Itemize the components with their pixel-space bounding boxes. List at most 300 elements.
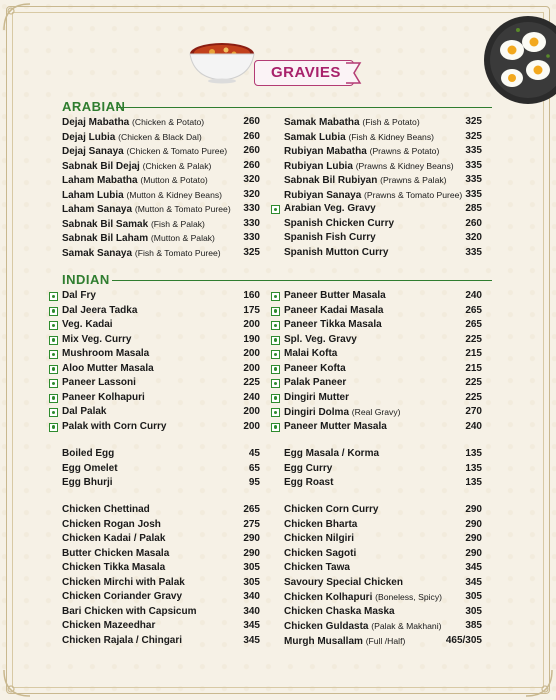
- menu-item-price: 325: [465, 116, 482, 127]
- menu-item-price: 345: [465, 576, 482, 588]
- heading-rule: [116, 107, 492, 108]
- menu-item-name: [284, 576, 403, 591]
- dish-name: Egg Masala / Korma: [284, 448, 380, 459]
- menu-item: [284, 518, 482, 533]
- menu-item-price: 135: [465, 448, 482, 459]
- menu-item: [284, 503, 482, 518]
- dish-description: (Prawns & Kidney Beans): [355, 160, 454, 171]
- dish-name: Boiled Egg: [62, 448, 115, 459]
- menu-item-name: [62, 503, 150, 518]
- dish-name: Savoury Special Chicken: [284, 576, 403, 588]
- dish-name: Laham Lubia: [62, 189, 124, 201]
- menu-item: [284, 547, 482, 562]
- dish-name: Palak with Corn Curry: [62, 420, 167, 432]
- section-heading-arabian: ARABIAN: [62, 99, 126, 114]
- menu-item-name: [62, 362, 154, 377]
- dish-name: Chicken Kadai / Palak: [62, 533, 166, 544]
- menu-item-name: [284, 532, 354, 547]
- veg-mark-icon: [271, 307, 280, 316]
- dish-name: Samak Mabatha: [284, 117, 360, 128]
- dish-name: Egg Bhurji: [62, 477, 113, 488]
- menu-item-name: [284, 447, 379, 462]
- veg-mark-icon: [49, 292, 58, 301]
- menu-item-name: [284, 590, 442, 606]
- veg-mark-icon: [49, 423, 58, 432]
- menu-item-name: [284, 347, 337, 362]
- menu-item: [62, 518, 260, 533]
- dish-name: Sabnak Bil Laham: [62, 233, 149, 244]
- menu-item: [284, 619, 482, 634]
- menu-item-name: [284, 289, 386, 304]
- menu-item-price: 285: [465, 203, 482, 214]
- menu-item: [62, 619, 260, 634]
- menu-item-name: [284, 202, 376, 217]
- menu-item-name: [284, 217, 394, 232]
- menu-item: [284, 532, 482, 547]
- menu-item: [284, 115, 482, 130]
- menu-item-name: [62, 231, 215, 247]
- menu-item: [284, 144, 482, 159]
- menu-item: [62, 547, 260, 562]
- dish-description: (Fish & Palak): [150, 218, 205, 229]
- menu-item: [62, 115, 260, 130]
- menu-item-price: 225: [465, 377, 482, 388]
- veg-mark-icon: [271, 336, 280, 345]
- menu-item-price: 345: [243, 620, 260, 631]
- dish-name: Spanish Fish Curry: [284, 232, 376, 243]
- dish-description: (Mutton & Kidney Beans): [126, 189, 223, 200]
- menu-item: [62, 462, 260, 477]
- dish-name: Chicken Rogan Josh: [62, 518, 161, 530]
- menu-item: [284, 405, 482, 420]
- menu-item: [284, 590, 482, 605]
- dish-name: Spanish Mutton Curry: [284, 246, 389, 258]
- dish-name: Sabnak Bil Rubiyan: [284, 175, 378, 186]
- veg-mark-icon: [271, 205, 280, 214]
- menu-item-price: 335: [465, 174, 482, 185]
- menu-item-price: 345: [465, 562, 482, 573]
- dish-name: Veg. Kadai: [62, 319, 113, 330]
- dish-name: Chicken Chaska Maska: [284, 605, 395, 617]
- menu-item: [284, 304, 482, 319]
- menu-item-price: 200: [243, 348, 260, 359]
- menu-item-name: [62, 202, 231, 218]
- menu-item-price: 95: [248, 477, 260, 488]
- menu-item: [284, 246, 482, 261]
- menu-item-price: 290: [465, 547, 482, 559]
- menu-item-name: [62, 532, 165, 547]
- menu-item: [284, 391, 482, 406]
- indian-chicken-left-column: [62, 503, 260, 648]
- dish-name: Egg Roast: [284, 477, 334, 488]
- dish-name: Paneer Kolhapuri: [62, 391, 145, 403]
- heading-rule: [112, 280, 492, 281]
- menu-item-price: 225: [243, 377, 260, 388]
- dish-description: (Mutton & Tomato Puree): [134, 204, 231, 214]
- menu-item-price: 305: [243, 562, 260, 573]
- corner-ornament-icon: [2, 2, 32, 32]
- dish-description: (Fish & Tomato Puree): [134, 247, 221, 258]
- menu-item-name: [62, 188, 222, 204]
- dish-name: Chicken Chettinad: [62, 504, 150, 515]
- veg-mark-icon: [49, 379, 58, 388]
- dish-name: Dingiri Mutter: [284, 391, 349, 403]
- menu-item: [62, 188, 260, 203]
- dish-name: Chicken Tikka Masala: [62, 562, 166, 573]
- veg-mark-icon: [49, 408, 58, 417]
- dish-name: Dal Fry: [62, 290, 96, 301]
- menu-item: [62, 130, 260, 145]
- dish-name: Rubiyan Mabatha: [284, 146, 367, 157]
- dish-description: (Mutton & Palak): [150, 233, 215, 243]
- menu-item-price: 225: [465, 391, 482, 403]
- menu-item-price: 320: [243, 174, 260, 185]
- menu-item-price: 65: [248, 462, 260, 474]
- menu-item-price: 290: [243, 533, 260, 544]
- menu-item-price: 215: [465, 348, 482, 359]
- dish-description: (Boneless, Spicy): [375, 592, 443, 602]
- menu-item: [284, 173, 482, 188]
- menu-item: [284, 231, 482, 246]
- dish-description: (Full /Half): [365, 635, 406, 646]
- menu-item: [284, 476, 482, 491]
- menu-item: [62, 159, 260, 174]
- menu-item-name: [62, 619, 155, 634]
- dish-name: Chicken Mirchi with Palak: [62, 576, 185, 588]
- dish-name: Laham Mabatha: [62, 175, 138, 186]
- menu-item-name: [62, 376, 136, 391]
- menu-item: [62, 202, 260, 217]
- menu-item-name: [284, 130, 434, 146]
- dish-name: Rubiyan Lubia: [284, 160, 353, 172]
- veg-mark-icon: [271, 394, 280, 403]
- dish-name: Dejaj Mabatha: [62, 117, 130, 128]
- menu-item: [62, 532, 260, 547]
- menu-item: [284, 333, 482, 348]
- menu-item-price: 175: [243, 304, 260, 316]
- veg-mark-icon: [271, 379, 280, 388]
- menu-item-price: 275: [243, 518, 260, 530]
- menu-item: [284, 462, 482, 477]
- dish-description: (Fish & Potato): [362, 117, 420, 127]
- menu-item: [62, 605, 260, 620]
- menu-item-price: 160: [243, 290, 260, 301]
- menu-item-name: [284, 619, 441, 635]
- menu-item-name: [62, 217, 205, 233]
- dish-name: Chicken Corn Curry: [284, 504, 379, 515]
- dish-name: Malai Kofta: [284, 348, 338, 359]
- menu-item-name: [62, 462, 118, 477]
- menu-item: [284, 634, 482, 649]
- menu-item-price: 305: [243, 576, 260, 588]
- menu-item-price: 45: [248, 448, 260, 459]
- dish-name: Chicken Mazeedhar: [62, 620, 156, 631]
- menu-item: [62, 304, 260, 319]
- menu-item-price: 265: [465, 319, 482, 330]
- menu-item-name: [62, 576, 185, 591]
- menu-item-name: [284, 634, 405, 650]
- veg-mark-icon: [271, 365, 280, 374]
- menu-item-price: 325: [465, 130, 482, 142]
- menu-item-name: [284, 159, 454, 175]
- dish-name: Dejaj Sanaya: [62, 146, 124, 157]
- menu-item-price: 200: [243, 319, 260, 330]
- page-title: GRAVIES: [271, 64, 341, 81]
- dish-name: Paneer Kadai Masala: [284, 304, 384, 316]
- veg-mark-icon: [49, 336, 58, 345]
- menu-item-price: 135: [465, 477, 482, 488]
- dish-name: Palak Paneer: [284, 377, 347, 388]
- menu-item-name: [62, 159, 211, 175]
- dish-name: Mix Veg. Curry: [62, 333, 132, 345]
- menu-item-name: [62, 391, 145, 406]
- menu-item: [284, 188, 482, 203]
- menu-item-name: [62, 115, 204, 131]
- dish-description: (Chicken & Tomato Puree): [126, 146, 228, 156]
- menu-item-price: 320: [243, 188, 260, 200]
- menu-item-price: 325: [243, 246, 260, 258]
- menu-item: [62, 576, 260, 591]
- menu-item-price: 290: [465, 518, 482, 530]
- menu-item-name: [62, 347, 149, 362]
- menu-item: [62, 634, 260, 649]
- menu-item-price: 215: [465, 362, 482, 374]
- menu-item-price: 320: [465, 232, 482, 243]
- menu-item: [62, 420, 260, 435]
- menu-item-price: 340: [243, 605, 260, 617]
- menu-item-name: [62, 304, 137, 319]
- menu-item-price: 240: [465, 420, 482, 432]
- menu-item-price: 305: [465, 605, 482, 617]
- menu-item: [62, 144, 260, 159]
- menu-item-name: [284, 318, 382, 333]
- menu-item-price: 335: [465, 188, 482, 200]
- menu-item-price: 135: [465, 462, 482, 474]
- dish-name: Chicken Coriander Gravy: [62, 591, 183, 602]
- menu-item-name: [62, 447, 114, 462]
- menu-item-name: [62, 605, 196, 620]
- menu-item: [284, 362, 482, 377]
- section-banner: [254, 60, 354, 86]
- menu-item: [62, 476, 260, 491]
- menu-item-price: 335: [465, 246, 482, 258]
- menu-item-name: [62, 634, 182, 649]
- menu-item-price: 260: [243, 159, 260, 171]
- dish-description: (Chicken & Black Dal): [118, 131, 202, 142]
- veg-mark-icon: [271, 423, 280, 432]
- menu-item: [62, 503, 260, 518]
- veg-mark-icon: [49, 321, 58, 330]
- menu-item: [62, 318, 260, 333]
- menu-item-name: [62, 476, 113, 491]
- dish-name: Chicken Nilgiri: [284, 533, 355, 544]
- menu-item-price: 200: [243, 406, 260, 417]
- menu-item-name: [62, 318, 113, 333]
- dish-name: Mushroom Masala: [62, 348, 150, 359]
- menu-item-name: [62, 333, 131, 348]
- dish-name: Aloo Mutter Masala: [62, 362, 154, 374]
- dish-name: Dal Jeera Tadka: [62, 304, 138, 316]
- veg-mark-icon: [49, 307, 58, 316]
- menu-item-name: [284, 231, 376, 246]
- menu-item-name: [284, 420, 387, 435]
- menu-item-name: [284, 391, 349, 406]
- dish-description: (Chicken & Potato): [132, 117, 205, 127]
- dish-name: Chicken Guldasta: [284, 621, 369, 632]
- menu-item-price: 270: [465, 406, 482, 417]
- dish-description: (Fish & Kidney Beans): [348, 131, 434, 142]
- dish-description: (Real Gravy): [351, 407, 401, 417]
- menu-item: [62, 289, 260, 304]
- dish-name: Dal Palak: [62, 406, 107, 417]
- dish-name: Egg Curry: [284, 462, 333, 474]
- dish-name: Dingiri Dolma: [284, 407, 350, 418]
- menu-item-price: 265: [465, 304, 482, 316]
- menu-item-price: 260: [465, 217, 482, 229]
- banner-ribbon-icon: [346, 61, 362, 85]
- menu-item: [62, 231, 260, 246]
- veg-mark-icon: [271, 408, 280, 417]
- menu-item-name: [284, 405, 401, 421]
- menu-item-name: [284, 518, 357, 533]
- dish-description: (Palak & Makhani): [371, 621, 442, 631]
- menu-item: [62, 561, 260, 576]
- menu-item-price: 305: [465, 591, 482, 602]
- menu-item-name: [62, 420, 166, 435]
- menu-item-price: 260: [243, 130, 260, 142]
- veg-mark-icon: [271, 292, 280, 301]
- dish-name: Spl. Veg. Gravy: [284, 333, 357, 345]
- menu-item-name: [62, 144, 227, 160]
- menu-item: [284, 289, 482, 304]
- menu-item: [284, 561, 482, 576]
- dish-name: Chicken Kolhapuri: [284, 592, 373, 603]
- veg-mark-icon: [271, 321, 280, 330]
- menu-item-name: [284, 304, 384, 319]
- menu-item-name: [284, 561, 350, 576]
- dish-description: (Prawns & Potato): [369, 146, 440, 156]
- menu-item: [284, 202, 482, 217]
- menu-item-name: [284, 246, 388, 261]
- dish-name: Butter Chicken Masala: [62, 547, 170, 559]
- menu-item-name: [284, 503, 378, 518]
- indian-veg-left-column: [62, 289, 260, 434]
- menu-item-price: 335: [465, 159, 482, 171]
- menu-item-name: [62, 547, 169, 562]
- menu-item: [62, 376, 260, 391]
- menu-item-price: 265: [243, 504, 260, 515]
- corner-ornament-icon: [2, 668, 32, 698]
- corner-ornament-icon: [524, 668, 554, 698]
- menu-item-price: 190: [243, 333, 260, 345]
- menu-item-price: 465/305: [445, 634, 482, 646]
- veg-mark-icon: [49, 394, 58, 403]
- menu-item-name: [62, 561, 165, 576]
- egg-pan-icon: [478, 0, 556, 118]
- menu-item: [284, 376, 482, 391]
- dish-name: Samak Sanaya: [62, 247, 133, 259]
- menu-item-name: [284, 605, 395, 620]
- menu-item-price: 335: [465, 145, 482, 156]
- dish-description: (Prawns & Tomato Puree): [364, 189, 463, 200]
- menu-item-price: 290: [465, 533, 482, 544]
- dish-name: Sabnak Bil Samak: [62, 218, 149, 230]
- menu-item-name: [284, 462, 332, 477]
- indian-chicken-right-column: [284, 503, 482, 648]
- dish-name: Arabian Veg. Gravy: [284, 203, 376, 214]
- menu-item: [62, 590, 260, 605]
- menu-item: [62, 217, 260, 232]
- menu-item: [62, 447, 260, 462]
- menu-item: [62, 173, 260, 188]
- menu-item: [284, 217, 482, 232]
- dish-name: Dejaj Lubia: [62, 131, 116, 143]
- menu-item-price: 260: [243, 116, 260, 127]
- dish-name: Paneer Butter Masala: [284, 290, 386, 301]
- menu-item: [284, 347, 482, 362]
- menu-item: [284, 447, 482, 462]
- menu-item: [62, 391, 260, 406]
- dish-name: Paneer Tikka Masala: [284, 319, 382, 330]
- menu-item-price: 330: [243, 203, 260, 214]
- menu-item-name: [62, 405, 106, 420]
- menu-item-name: [62, 173, 208, 189]
- menu-item-price: 225: [465, 333, 482, 345]
- menu-item-price: 290: [465, 504, 482, 515]
- menu-item-price: 385: [465, 620, 482, 631]
- menu-item: [62, 405, 260, 420]
- menu-item-price: 240: [465, 290, 482, 301]
- menu-item-price: 340: [243, 591, 260, 602]
- menu-item: [284, 130, 482, 145]
- menu-item-name: [62, 130, 202, 146]
- menu-item-name: [284, 376, 346, 391]
- dish-name: Paneer Mutter Masala: [284, 420, 387, 432]
- dish-name: Murgh Musallam: [284, 635, 363, 647]
- dish-name: Chicken Bharta: [284, 518, 358, 530]
- menu-item-name: [284, 188, 462, 204]
- dish-name: Paneer Lassoni: [62, 377, 136, 388]
- menu-item-name: [284, 173, 447, 189]
- section-heading-indian: INDIAN: [62, 272, 110, 287]
- dish-description: (Mutton & Potato): [140, 175, 208, 185]
- menu-item-price: 345: [243, 634, 260, 646]
- dish-name: Sabnak Bil Dejaj: [62, 160, 140, 172]
- dish-name: Samak Lubia: [284, 131, 346, 143]
- dish-name: Laham Sanaya: [62, 204, 133, 215]
- menu-item: [62, 347, 260, 362]
- dish-description: (Chicken & Palak): [142, 160, 212, 171]
- dish-name: Chicken Sagoti: [284, 547, 357, 559]
- curry-bowl-icon: [186, 34, 258, 84]
- menu-item: [284, 576, 482, 591]
- dish-name: Rubiyan Sanaya: [284, 189, 362, 201]
- dish-name: Egg Omelet: [62, 462, 118, 474]
- indian-veg-right-column: [284, 289, 482, 434]
- veg-mark-icon: [49, 365, 58, 374]
- dish-description: (Prawns & Palak): [380, 175, 447, 185]
- indian-egg-left-column: [62, 447, 260, 491]
- menu-item-price: 200: [243, 420, 260, 432]
- menu-item-price: 330: [243, 232, 260, 243]
- menu-item-name: [62, 518, 161, 533]
- menu-item: [284, 420, 482, 435]
- menu-item-name: [284, 362, 346, 377]
- menu-item-name: [62, 246, 221, 262]
- menu-item-name: [284, 333, 357, 348]
- dish-name: Chicken Tawa: [284, 562, 350, 573]
- menu-item-price: 240: [243, 391, 260, 403]
